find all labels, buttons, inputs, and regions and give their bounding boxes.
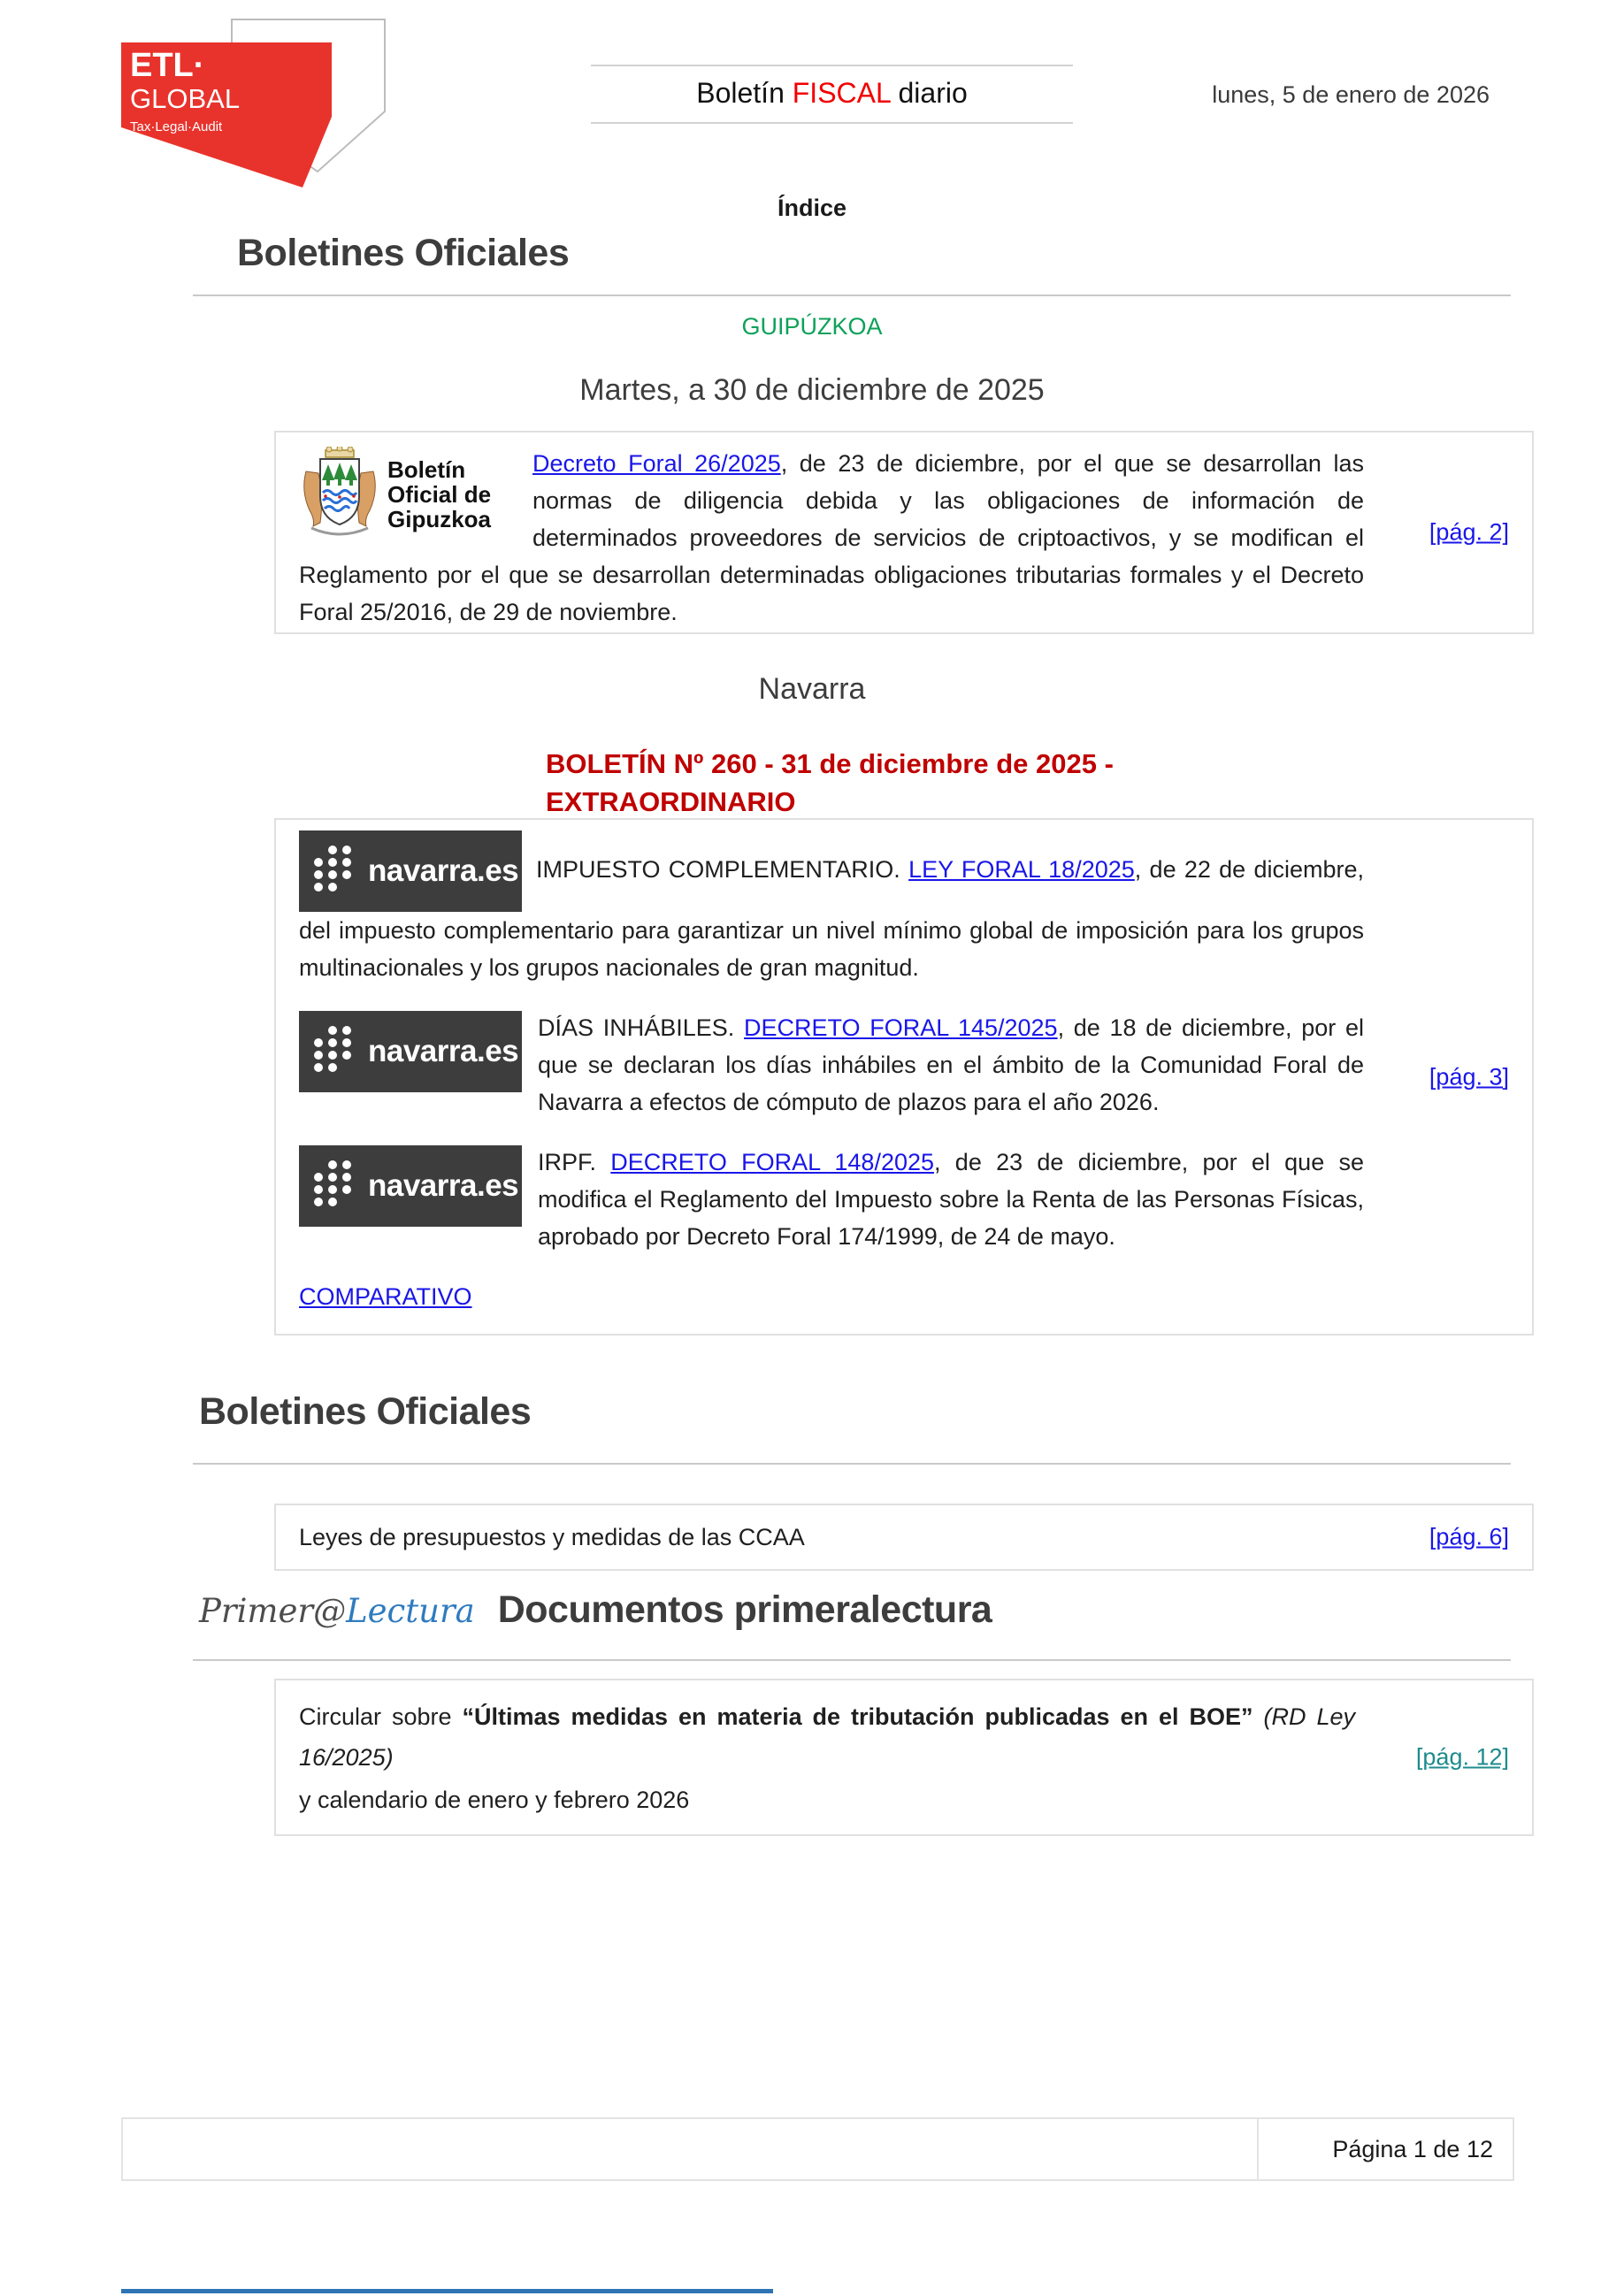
heading-rule: [193, 1659, 1511, 1661]
heading-rule: [193, 1463, 1511, 1465]
etl-global-logo: [121, 12, 387, 189]
footer-accent-line: [121, 2289, 773, 2293]
gipuzkoa-logo-line3: Gipuzkoa: [387, 506, 492, 532]
newsletter-title: [591, 65, 1073, 124]
navarra-dots-icon: [311, 1023, 357, 1080]
gipuzkoa-crest-icon: [299, 447, 380, 539]
navarra-es-logo-text: navarra.es: [368, 1168, 519, 1203]
etl-global-logo-graphic: [121, 12, 387, 189]
navarra-dots-icon: [311, 843, 357, 899]
circular-text-pre: Circular sobre: [299, 1703, 463, 1730]
region-heading-navarra: Navarra: [758, 672, 866, 706]
gipuzkoa-item-box: [274, 431, 1534, 634]
circular-text-line2: y calendario de enero y febrero 2026: [299, 1787, 690, 1813]
page-number-label: Página 1 de 12: [1332, 2136, 1493, 2162]
footer-divider: [1257, 2119, 1259, 2179]
navarra-item-2-body: , de 18 de diciembre, por el que se declaran los días inhábiles en el ámbito de la Comunidad Foral de Navarra a efectos de cómputo de plazos para el año 2026.: [538, 1014, 1365, 1115]
navarra-es-logo-text: navarra.es: [368, 1034, 519, 1068]
navarra-item-3-prefix: IRPF.: [538, 1149, 611, 1175]
navarra-item-1-text: [299, 830, 1364, 986]
primeralectura-logo-post: Lectura: [346, 1592, 475, 1630]
navarra-item-2-prefix: DÍAS INHÁBILES.: [538, 1014, 744, 1041]
section-heading-documentos-primeralectura: Documentos primeralectura: [497, 1588, 992, 1631]
circular-text-bold: “Últimas medidas en materia de tributación publicadas en el BOE”: [462, 1703, 1253, 1730]
circular-item-box: [274, 1679, 1534, 1836]
footer: [121, 2117, 1514, 2181]
gipuzkoa-logo-line1: Boletín: [387, 456, 466, 483]
section-heading-boletines-oficiales-1: Boletines Oficiales: [237, 232, 570, 274]
section-heading-boletines-oficiales-2: Boletines Oficiales: [199, 1390, 532, 1433]
ccaa-row-text: Leyes de presupuestos y medidas de las CCAA: [299, 1524, 805, 1550]
decreto-foral-145-2025-link[interactable]: DECRETO FORAL 145/2025: [744, 1014, 1058, 1041]
navarra-items-box: [274, 818, 1534, 1336]
navarra-es-logo: [299, 1011, 522, 1092]
region-label-guipuzkoa: GUIPÚZKOA: [741, 313, 883, 340]
circular-item-text: [299, 1696, 1355, 1778]
issue-date: lunes, 5 de enero de 2026: [1212, 81, 1490, 108]
navarra-item-1: [299, 830, 1364, 986]
page-link-pag-12[interactable]: [pág. 12]: [1415, 1743, 1509, 1771]
etl-logo-line2: GLOBAL: [130, 83, 241, 114]
page-link-pag-2[interactable]: [pág. 2]: [1429, 518, 1509, 546]
navarra-item-2: [299, 1009, 1364, 1121]
primeralectura-logo-pre: Primer@: [199, 1592, 347, 1630]
navarra-es-logo: [299, 1145, 522, 1227]
comparativo-link[interactable]: COMPARATIVO: [299, 1283, 472, 1310]
boletin-oficial-gipuzkoa-logo: [299, 447, 518, 539]
etl-logo-line1: ETL·: [130, 47, 205, 84]
page-link-pag-6[interactable]: [pág. 6]: [1429, 1523, 1509, 1550]
newsletter-title-pre: Boletín: [696, 77, 793, 109]
comparativo-paragraph: [299, 1278, 1364, 1315]
navarra-item-1-prefix: IMPUESTO COMPLEMENTARIO.: [536, 856, 909, 884]
navarra-item-3: [299, 1144, 1364, 1255]
navarra-boletin-heading: BOLETÍN Nº 260 - 31 de diciembre de 2025 - EXTRAORDINARIO: [546, 748, 1114, 817]
gipuzkoa-item-body: , de 23 de diciembre, por el que se desarrollan las normas de diligencia debida y las obligaciones de información de determinados proveedores de servicios de criptoactivos, y se modifican el Reglamento por el que se desarrollan determinadas obligaciones tributarias formales y el Decreto Foral 25/2016, de 29 de noviembre.: [299, 450, 1365, 625]
navarra-es-logo-text: navarra.es: [368, 853, 519, 888]
primeralectura-logo: [199, 1592, 475, 1630]
page-link-pag-3[interactable]: [pág. 3]: [1429, 1063, 1509, 1090]
gipuzkoa-logo-text: [387, 447, 491, 532]
heading-rule: [193, 295, 1511, 296]
ccaa-row-box: [274, 1504, 1534, 1571]
index-title: Índice: [777, 195, 847, 221]
newsletter-title-accent: FISCAL: [792, 77, 891, 109]
etl-logo-line3: Tax·Legal·Audit: [130, 119, 223, 134]
navarra-es-logo: [299, 830, 522, 912]
decreto-foral-26-2025-link[interactable]: Decreto Foral 26/2025: [532, 450, 781, 477]
gipuzkoa-logo-line2: Oficial de: [387, 481, 492, 508]
navarra-item-3-body: , de 23 de diciembre, por el que se modifica el Reglamento del Impuesto sobre la Renta de las Personas Físicas, aprobado por Decreto Foral 174/1999, de 24 de mayo.: [538, 1149, 1365, 1250]
newsletter-title-post: diario: [890, 77, 968, 109]
navarra-item-1-body: , de 22 de diciembre, del impuesto complementario para garantizar un nivel mínimo global de imposición para los grupos multinacionales y los grupos nacionales de gran magnitud.: [299, 856, 1364, 981]
primeralectura-heading-block: [199, 1588, 992, 1632]
decreto-foral-148-2025-link[interactable]: DECRETO FORAL 148/2025: [610, 1149, 935, 1175]
navarra-dots-icon: [311, 1158, 357, 1214]
ley-foral-18-2025-link[interactable]: LEY FORAL 18/2025: [908, 856, 1135, 884]
circular-text-italic: (RD Ley 16/2025): [299, 1703, 1356, 1771]
gipuzkoa-date-heading: Martes, a 30 de diciembre de 2025: [579, 373, 1045, 407]
